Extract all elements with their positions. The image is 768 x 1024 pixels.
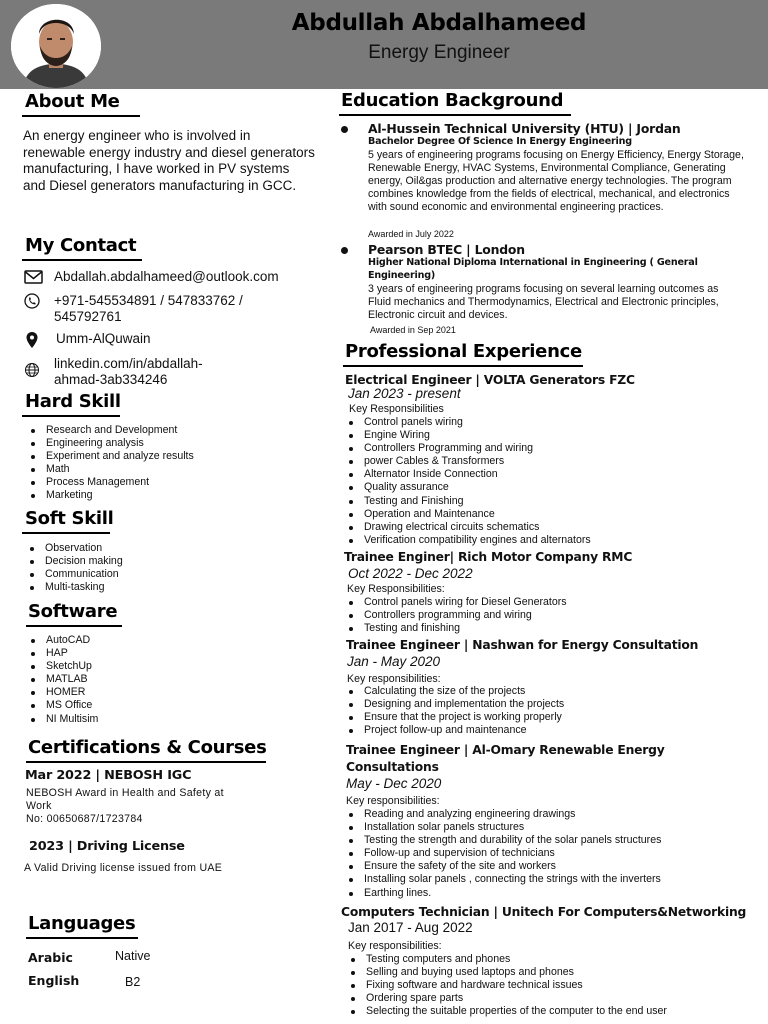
list-item: HOMER [28, 686, 98, 699]
list-item: Operation and Maintenance [346, 508, 591, 521]
list-item: Quality assurance [346, 481, 591, 494]
list-item: Control panels wiring [346, 416, 591, 429]
soft-skill-title: Soft Skill [25, 508, 114, 529]
contact-linkedin[interactable]: linkedin.com/in/abdallah-ahmad-3ab334246 [54, 356, 203, 387]
job-unitech-resp-label: Key responsibilities: [348, 940, 442, 952]
location-pin-icon [24, 331, 44, 349]
about-underline [22, 115, 140, 117]
education-bullet [341, 126, 348, 133]
hard-skill-title: Hard Skill [25, 391, 121, 412]
list-item: Follow-up and supervision of technicians [346, 847, 661, 860]
lang-arabic-level: Native [115, 949, 151, 963]
list-item: Engineering analysis [28, 437, 194, 450]
list-item: power Cables & Transformers [346, 455, 591, 468]
cert-nebosh-number: No: 00650687/1723784 [26, 813, 143, 825]
edu-date-btec: Awarded in Sep 2021 [370, 325, 456, 335]
list-item: Control panels wiring for Diesel Generators [346, 596, 567, 609]
job-alomary-list [346, 808, 661, 900]
education-bullet [341, 247, 348, 254]
certifications-underline [26, 761, 266, 763]
job-nashwan-resp-label: Key responsibilities: [347, 673, 441, 685]
contact-location-row [24, 331, 314, 349]
job-volta-title: Electrical Engineer | VOLTA Generators FZC [345, 373, 635, 387]
list-item: Multi-tasking [27, 581, 123, 594]
list-item: Drawing electrical circuits schematics [346, 521, 591, 534]
cert-nebosh-head: Mar 2022 | NEBOSH IGC [25, 768, 192, 783]
list-item: Controllers Programming and wiring [346, 442, 591, 455]
list-item: AutoCAD [28, 634, 98, 647]
list-item: Reading and analyzing engineering drawings [346, 808, 661, 821]
list-item: Calculating the size of the projects [346, 685, 564, 698]
list-item: Project follow-up and maintenance [346, 724, 564, 737]
experience-title: Professional Experience [345, 341, 582, 362]
job-nashwan-list [346, 685, 564, 737]
list-item: Ensure that the project is working properly [346, 711, 564, 724]
avatar [11, 4, 101, 88]
candidate-role: Energy Engineer [368, 42, 510, 63]
contact-email-row [24, 269, 314, 287]
list-item: NI Multisim [28, 713, 98, 726]
edu-text-btec: 3 years of engineering programs focusing on several learning outcomes as Fluid mechanics and Thermodynamics, Electrical and Electronic principles, Electronic circuit and devices. [368, 283, 719, 322]
list-item: MS Office [28, 699, 98, 712]
experience-underline [343, 365, 583, 367]
job-rmc-title: Trainee Enginer| Rich Motor Company RMC [344, 550, 633, 564]
list-item: Selecting the suitable properties of the computer to the end user [348, 1005, 667, 1018]
list-item: Process Management [28, 476, 194, 489]
hard-skill-underline [22, 415, 120, 417]
list-item: Testing the strength and durability of the solar panels structures [346, 834, 661, 847]
list-item: Observation [27, 542, 123, 555]
contact-linkedin-row [24, 356, 314, 390]
soft-skill-underline [22, 532, 110, 534]
list-item: Fixing software and hardware technical issues [348, 979, 667, 992]
job-rmc-list [346, 596, 567, 635]
list-item: HAP [28, 647, 98, 660]
lang-english-name: English [28, 973, 80, 988]
job-unitech-list [348, 953, 667, 1018]
edu-school-btec: Pearson BTEC | London [368, 242, 525, 257]
job-alomary-date: May - Dec 2020 [346, 776, 442, 791]
list-item: Designing and implementation the projects [346, 698, 564, 711]
contact-location: Umm-AlQuwain [56, 331, 151, 346]
job-volta-date: Jan 2023 - present [348, 386, 461, 401]
list-item: Testing and Finishing [346, 495, 591, 508]
cert-license-text: A Valid Driving license issued from UAE [24, 862, 223, 874]
list-item: Installation solar panels structures [346, 821, 661, 834]
list-item: Testing and finishing [346, 622, 567, 635]
about-text: An energy engineer who is involved in renewable energy industry and diesel generators manufacturing, I have worked in PV systems and Diesel generators manufacturing in GCC. [23, 128, 315, 193]
job-unitech-title: Computers Technician | Unitech For Computers&Networking [341, 905, 747, 919]
edu-date-htu: Awarded in July 2022 [368, 229, 454, 239]
list-item: Decision making [27, 555, 123, 568]
list-item: Earthing lines. [346, 887, 661, 900]
contact-phone[interactable]: +971-545534891 / 547833762 / 545792761 [54, 293, 243, 324]
hard-skill-list [28, 424, 194, 503]
soft-skill-list [27, 542, 123, 594]
education-title: Education Background [341, 90, 564, 111]
job-volta-list [346, 416, 591, 547]
cert-license-head: 2023 | Driving License [29, 839, 185, 854]
list-item: Controllers programming and wiring [346, 609, 567, 622]
job-alomary-title: Trainee Engineer | Al-Omary Renewable Energy Consultations [346, 743, 665, 774]
edu-degree-htu: Bachelor Degree Of Science In Energy Engineering [368, 136, 632, 147]
list-item: Research and Development [28, 424, 194, 437]
list-item: SketchUp [28, 660, 98, 673]
contact-title: My Contact [25, 235, 137, 256]
list-item: Selling and buying used laptops and phones [348, 966, 667, 979]
job-alomary-resp-label: Key responsibilities: [346, 795, 440, 807]
cert-nebosh-text: NEBOSH Award in Health and Safety at Work [26, 787, 224, 812]
list-item: Math [28, 463, 194, 476]
lang-arabic-name: Arabic [28, 950, 73, 965]
job-nashwan-title: Trainee Engineer | Nashwan for Energy Consultation [346, 638, 699, 652]
list-item: Installing solar panels , connecting the strings with the inverters [346, 873, 661, 886]
candidate-name: Abdullah Abdalhameed [291, 10, 587, 36]
contact-phone-row [24, 293, 314, 327]
contact-underline [22, 259, 142, 261]
list-item: Communication [27, 568, 123, 581]
edu-text-htu: 5 years of engineering programs focusing on Energy Efficiency, Energy Storage, Renewable Energy, HVAC Systems, Environmental Compliance, Generating energy, Oil&gas production and alternative energy technologies. The program combines knowledge from the fields of electrical, mechanical, and electronics with sound economic and environmental engineering practices. [368, 149, 744, 214]
globe-icon [24, 362, 44, 380]
job-unitech-date: Jan 2017 - Aug 2022 [348, 920, 473, 935]
phone-icon [24, 293, 44, 311]
header-banner [0, 0, 768, 89]
list-item: Testing computers and phones [348, 953, 667, 966]
languages-title: Languages [28, 913, 136, 934]
list-item: Marketing [28, 489, 194, 502]
software-underline [26, 625, 122, 627]
list-item: MATLAB [28, 673, 98, 686]
list-item: Experiment and analyze results [28, 450, 194, 463]
job-rmc-resp-label: Key Responsibilities: [347, 583, 445, 595]
job-rmc-date: Oct 2022 - Dec 2022 [348, 566, 473, 581]
education-underline [339, 114, 571, 116]
software-list [28, 634, 98, 726]
contact-email[interactable]: Abdallah.abdalhameed@outlook.com [54, 269, 279, 284]
list-item: Ensure the safety of the site and workers [346, 860, 661, 873]
job-volta-resp-label: Key Responsibilities [349, 403, 444, 415]
edu-degree-btec: Higher National Diploma International in Engineering ( General Engineering) [368, 257, 698, 281]
lang-english-level: B2 [125, 975, 141, 989]
list-item: Alternator Inside Connection [346, 468, 591, 481]
list-item: Ordering spare parts [348, 992, 667, 1005]
list-item: Verification compatibility engines and alternators [346, 534, 591, 547]
job-nashwan-date: Jan - May 2020 [347, 654, 441, 669]
languages-underline [26, 937, 138, 939]
certifications-title: Certifications & Courses [28, 737, 267, 758]
edu-school-htu: Al-Hussein Technical University (HTU) | Jordan [368, 121, 681, 136]
about-title: About Me [25, 91, 120, 112]
software-title: Software [28, 601, 118, 622]
mail-icon [24, 269, 44, 287]
list-item: Engine Wiring [346, 429, 591, 442]
